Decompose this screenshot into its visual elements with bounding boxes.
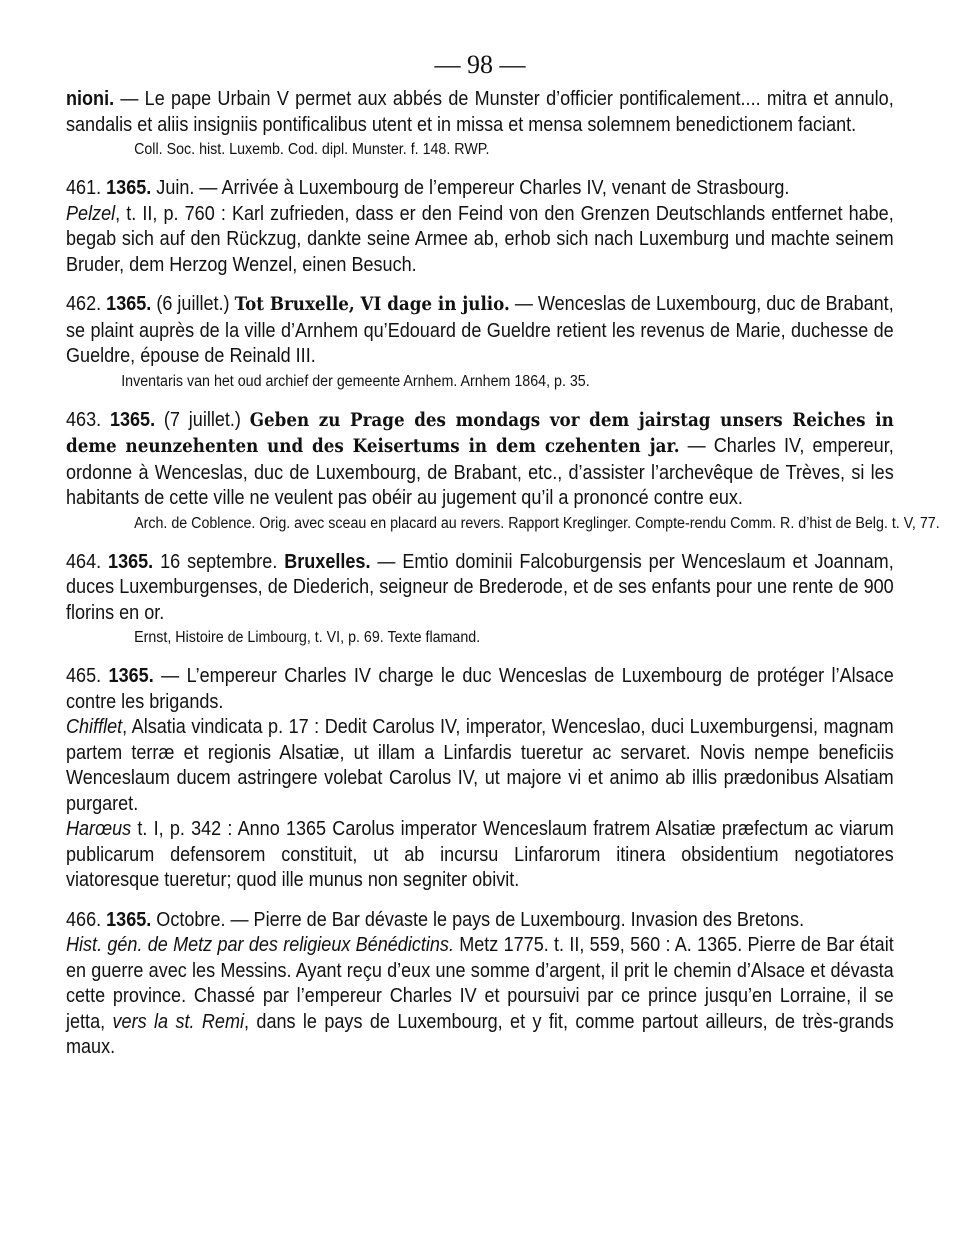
entry-source: Inventaris van het oud archief der gemeente Arnhem. Arnhem 1864, p. 35. <box>121 372 590 390</box>
quote-text: , t. II, p. 760 : Karl zufrieden, dass er den Feind von den Grenzen Deutschlands entfernet habe, begab sich auf den Rückzug, dankte seine Armee ab, erhob sich nach Luxemburg und machte seinem Bruder, dem Herzog Wenzel, einen Besuch. <box>66 201 894 276</box>
entry-year: 1365. <box>106 176 152 199</box>
quote-paragraph <box>66 932 894 1060</box>
quote-paragraph <box>66 201 894 278</box>
entry-heading: Bruxelles. <box>284 549 371 573</box>
entry-paragraph <box>66 907 894 933</box>
entry-462 <box>66 291 894 393</box>
intro-block <box>66 86 894 161</box>
entry-year: 1365. <box>106 907 152 931</box>
entry-text: — L’empereur Charles IV charge le duc Wenceslas de Luxembourg de protéger l’Alsace contre les brigands. <box>66 664 894 713</box>
quote-tail: , dans le pays de Luxembourg, et y fit, comme partout ailleurs, de très-grands maux. <box>66 1009 894 1058</box>
entry-text: — Wenceslas de Luxembourg, duc de Brabant, se plaint auprès de la ville d’Arnhem qu’Edouard de Gueldre retient les revenus de Marie, duchesse de Gueldre, épouse de Reinald III. <box>66 292 894 367</box>
quote-italic-phrase: vers la st. Remi <box>112 1009 244 1033</box>
entry-text: Juin. — Arrivée à Luxembourg de l’empereur Charles IV, venant de Strasbourg. <box>151 176 790 199</box>
entry-463 <box>66 407 940 535</box>
entry-paragraph <box>66 663 894 714</box>
entry-year: 1365. <box>106 292 152 315</box>
quote-text: , Alsatia vindicata p. 17 : Dedit Carolus IV, imperator, Wenceslao, duci Luxemburgensi, magnam partem terræ et regionis Alsatiæ, ut illam a Linfardis tueretur ac servaret. Novis nempe beneficiis Wenceslaum ducem astringere volebat Carolus IV, ut majore vi et animo ab illis prædonibus Alsatiam purgaret. <box>66 715 894 815</box>
entry-heading: Tot Bruxelle, VI dage in julio. <box>234 293 510 315</box>
quote-text: Metz 1775. t. II, 559, 560 : A. 1365. Pierre de Bar était en guerre avec les Messins. Ayant reçu d’eux une somme d’argent, il prit le chemin d’Alsace et dévasta cette province. Chassé par l’empereur Charles IV et poursuivi par ce prince jusqu’en Lorraine, il se jetta, <box>66 933 894 1033</box>
entry-number: 463. <box>66 407 102 431</box>
entry-date: 16 septembre. <box>153 549 285 573</box>
entry-date: (7 juillet.) <box>155 407 250 431</box>
intro-source: Coll. Soc. hist. Luxemb. Cod. dipl. Munster. f. 148. RWP. <box>134 141 490 158</box>
entry-466 <box>66 907 894 1060</box>
entry-464 <box>66 549 894 650</box>
entry-heading: Geben zu Prage des mondags vor dem jairstag unsers Reiches in deme neunzehenten und des Keisertums in dem czehenten jar. <box>66 408 894 457</box>
quote-author: Hist. gén. de Metz par des religieux Bénédictins. <box>66 933 454 956</box>
quote-paragraph <box>66 816 894 893</box>
entry-number: 464. <box>66 549 102 573</box>
entry-year: 1365. <box>108 549 154 573</box>
entry-paragraph <box>66 549 894 626</box>
entry-text: — Emtio dominii Falcoburgensis per Wenceslaum et Joannam, duces Luxemburgenses, de Diederich, seigneur de Brederode, et de ses enfants pour une rente de 900 florins en or. <box>66 549 894 624</box>
entry-paragraph <box>66 175 894 201</box>
entry-number: 461. <box>66 176 102 199</box>
entry-text: — Charles IV, empereur, ordonne à Wenceslas, duc de Luxembourg, de Brabant, etc., d’assister l’archevêque de Trèves, si les habitants de cette ville ne veulent pas obéir au jugement qu’il a prononcé contre eux. <box>66 434 894 509</box>
entry-date: (6 juillet.) <box>151 292 235 315</box>
intro-text: — Le pape Urbain V permet aux abbés de Munster d’officier pontificalement.... mitra et annulo, sandalis et aliis insigniis pontificalibus utent et in missa et mensa solemnem benedictionem faciant. <box>66 87 894 136</box>
entry-number: 462. <box>66 292 102 315</box>
entry-number: 466. <box>66 907 102 931</box>
entry-year: 1365. <box>109 407 156 431</box>
quote-text: t. I, p. 342 : Anno 1365 Carolus imperator Wenceslaum fratrem Alsatiæ præfectum ac viarum publicarum defensorem constituit, ut ab incursu Linfarorum itinera obsidentium negotiatores viatoresque tueretur; quod ille munus non segniter obivit. <box>66 817 894 891</box>
quote-paragraph <box>66 714 894 816</box>
entry-paragraph <box>66 407 894 511</box>
intro-lead: nioni. <box>66 87 115 110</box>
entry-year: 1365. <box>108 664 154 687</box>
page-number: — 98 — <box>434 50 526 79</box>
entry-465 <box>66 663 894 893</box>
entry-source: Ernst, Histoire de Limbourg, t. VI, p. 69. Texte flamand. <box>134 629 481 646</box>
entry-number: 465. <box>66 664 102 687</box>
quote-author: Chifflet <box>66 715 123 738</box>
intro-paragraph <box>66 86 894 137</box>
entry-source: Arch. de Coblence. Orig. avec sceau en placard au revers. Rapport Kreglinger. Compte-rendu Comm. R. d’hist de Belg. t. V, 77. <box>134 514 940 532</box>
quote-author: Harœus <box>66 817 132 840</box>
quote-author: Pelzel <box>66 201 116 225</box>
entry-text: Octobre. — Pierre de Bar dévaste le pays de Luxembourg. Invasion des Bretons. <box>151 907 805 931</box>
entry-paragraph <box>66 291 894 369</box>
entry-461 <box>66 175 894 277</box>
